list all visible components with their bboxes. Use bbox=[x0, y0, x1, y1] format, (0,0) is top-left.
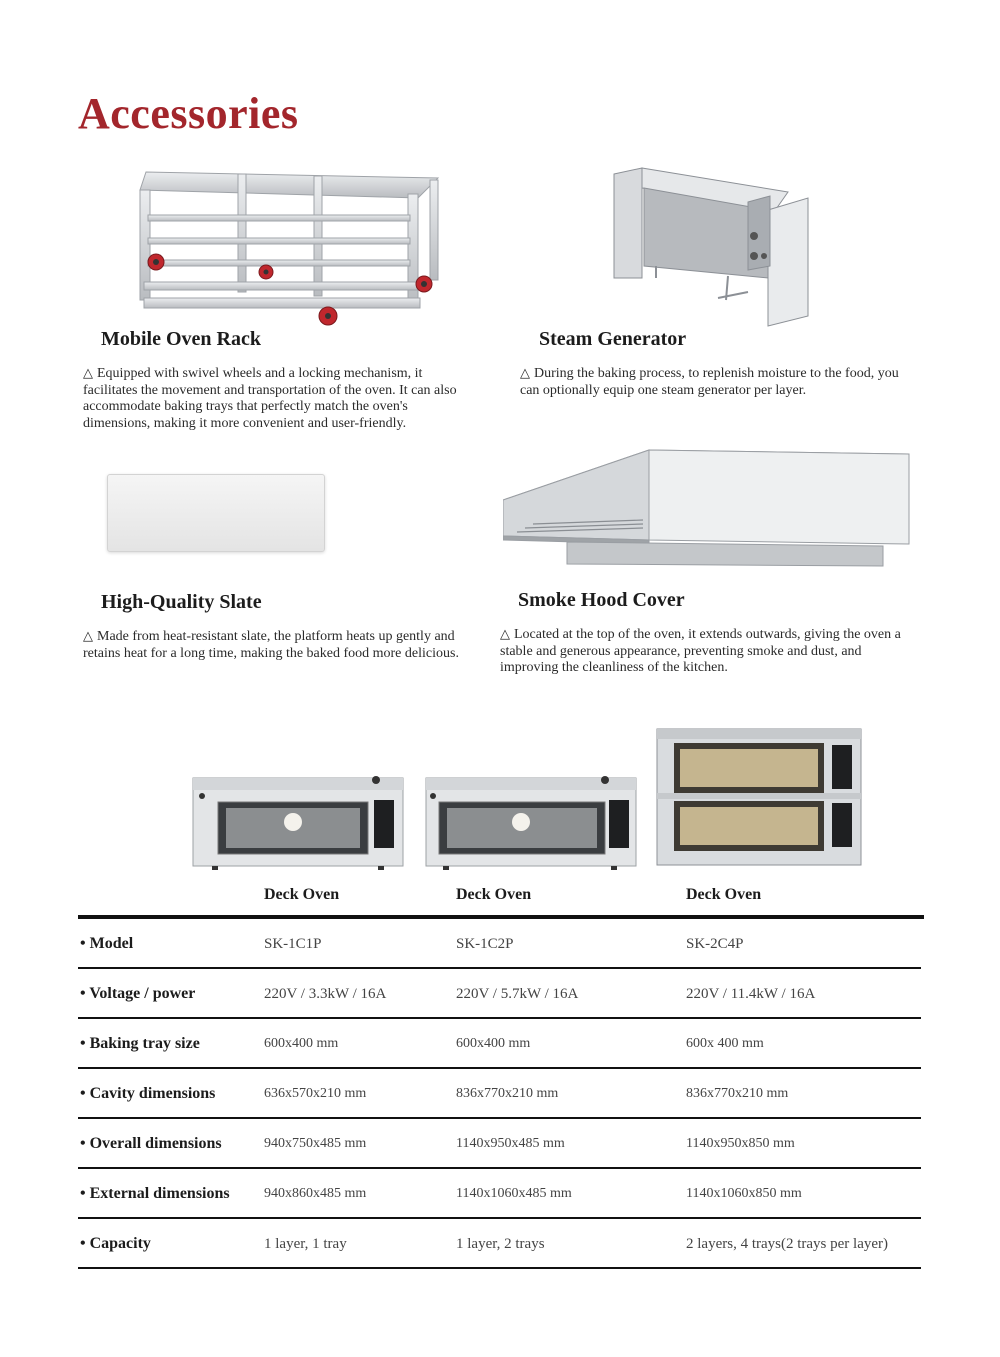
triangle-icon: △ bbox=[520, 365, 530, 380]
spec-label: • Overall dimensions bbox=[80, 1135, 222, 1152]
triangle-icon: △ bbox=[500, 626, 510, 641]
spec-label: • Capacity bbox=[80, 1235, 151, 1252]
spec-value: 636x570x210 mm bbox=[264, 1086, 367, 1101]
deck-oven-sk-2c4p-image bbox=[656, 727, 862, 867]
spec-value: SK-1C1P bbox=[264, 935, 322, 952]
spec-value: 1 layer, 2 trays bbox=[456, 1235, 545, 1252]
spec-value: 220V / 5.7kW / 16A bbox=[456, 985, 579, 1002]
mobile-oven-rack-title: Mobile Oven Rack bbox=[101, 328, 261, 350]
spec-value: 600x400 mm bbox=[264, 1036, 339, 1051]
smoke-hood-cover-image bbox=[503, 448, 913, 572]
smoke-hood-cover-description: △ Located at the top of the oven, it extends outwards, giving the oven a stable and generous appearance, preventing smoke and dust, and improving the cleanliness of the kitchen. bbox=[500, 626, 901, 675]
spec-value: 1140x1060x485 mm bbox=[456, 1186, 572, 1201]
deck-oven-sk-1c1p-image bbox=[192, 772, 404, 870]
spec-value: 220V / 11.4kW / 16A bbox=[686, 985, 816, 1002]
triangle-icon: △ bbox=[83, 628, 93, 643]
spec-row-model bbox=[78, 919, 921, 969]
spec-value: 940x860x485 mm bbox=[264, 1186, 367, 1201]
high-quality-slate-image bbox=[107, 474, 325, 552]
spec-row-capacity bbox=[78, 1219, 921, 1269]
deck-oven-sk-1c2p-image bbox=[425, 772, 637, 870]
spec-row-external-dimensions bbox=[78, 1169, 921, 1219]
spec-value: 836x770x210 mm bbox=[686, 1086, 789, 1101]
row-divider bbox=[78, 1267, 921, 1269]
spec-value: 2 layers, 4 trays(2 trays per layer) bbox=[686, 1235, 889, 1252]
spec-label: • Baking tray size bbox=[80, 1035, 200, 1052]
smoke-hood-cover-title: Smoke Hood Cover bbox=[518, 589, 685, 611]
spec-label: • Voltage / power bbox=[80, 985, 196, 1002]
spec-row-overall-dimensions bbox=[78, 1119, 921, 1169]
spec-value: 836x770x210 mm bbox=[456, 1086, 559, 1101]
steam-generator-description: △ During the baking process, to replenish moisture to the food, you can optionally equip one steam generator per layer. bbox=[520, 365, 899, 398]
spec-header-3: Deck Oven bbox=[686, 886, 762, 903]
spec-value: SK-2C4P bbox=[686, 935, 744, 952]
steam-generator-image bbox=[608, 166, 818, 331]
mobile-oven-rack-image bbox=[78, 160, 458, 340]
spec-row-cavity-dimensions bbox=[78, 1069, 921, 1119]
spec-label: • External dimensions bbox=[80, 1185, 230, 1202]
spec-value: 1140x950x850 mm bbox=[686, 1136, 795, 1151]
spec-value: 1140x950x485 mm bbox=[456, 1136, 565, 1151]
spec-row-baking-tray-size bbox=[78, 1019, 921, 1069]
spec-header-1: Deck Oven bbox=[264, 886, 340, 903]
spec-value: 600x 400 mm bbox=[686, 1036, 764, 1051]
spec-value: SK-1C2P bbox=[456, 935, 514, 952]
spec-label: • Cavity dimensions bbox=[80, 1085, 216, 1102]
high-quality-slate-title: High-Quality Slate bbox=[101, 591, 262, 613]
spec-value: 1140x1060x850 mm bbox=[686, 1186, 802, 1201]
spec-row-voltage-power bbox=[78, 969, 921, 1019]
steam-generator-title: Steam Generator bbox=[539, 328, 687, 350]
high-quality-slate-description: △ Made from heat-resistant slate, the platform heats up gently and retains heat for a long time, making the baked food more delicious. bbox=[83, 628, 459, 661]
spec-header-2: Deck Oven bbox=[456, 886, 532, 903]
page-title: Accessories bbox=[78, 89, 299, 138]
spec-value: 220V / 3.3kW / 16A bbox=[264, 985, 387, 1002]
mobile-oven-rack-description: △ Equipped with swivel wheels and a locking mechanism, it facilitates the movement and transportation of the oven. It can also accommodate baking trays that perfectly match the oven's dimensions, making it more convenient and user-friendly. bbox=[83, 365, 457, 431]
spec-value: 940x750x485 mm bbox=[264, 1136, 367, 1151]
triangle-icon: △ bbox=[83, 365, 93, 380]
spec-value: 1 layer, 1 tray bbox=[264, 1235, 347, 1252]
spec-label: • Model bbox=[80, 935, 134, 952]
spec-value: 600x400 mm bbox=[456, 1036, 531, 1051]
